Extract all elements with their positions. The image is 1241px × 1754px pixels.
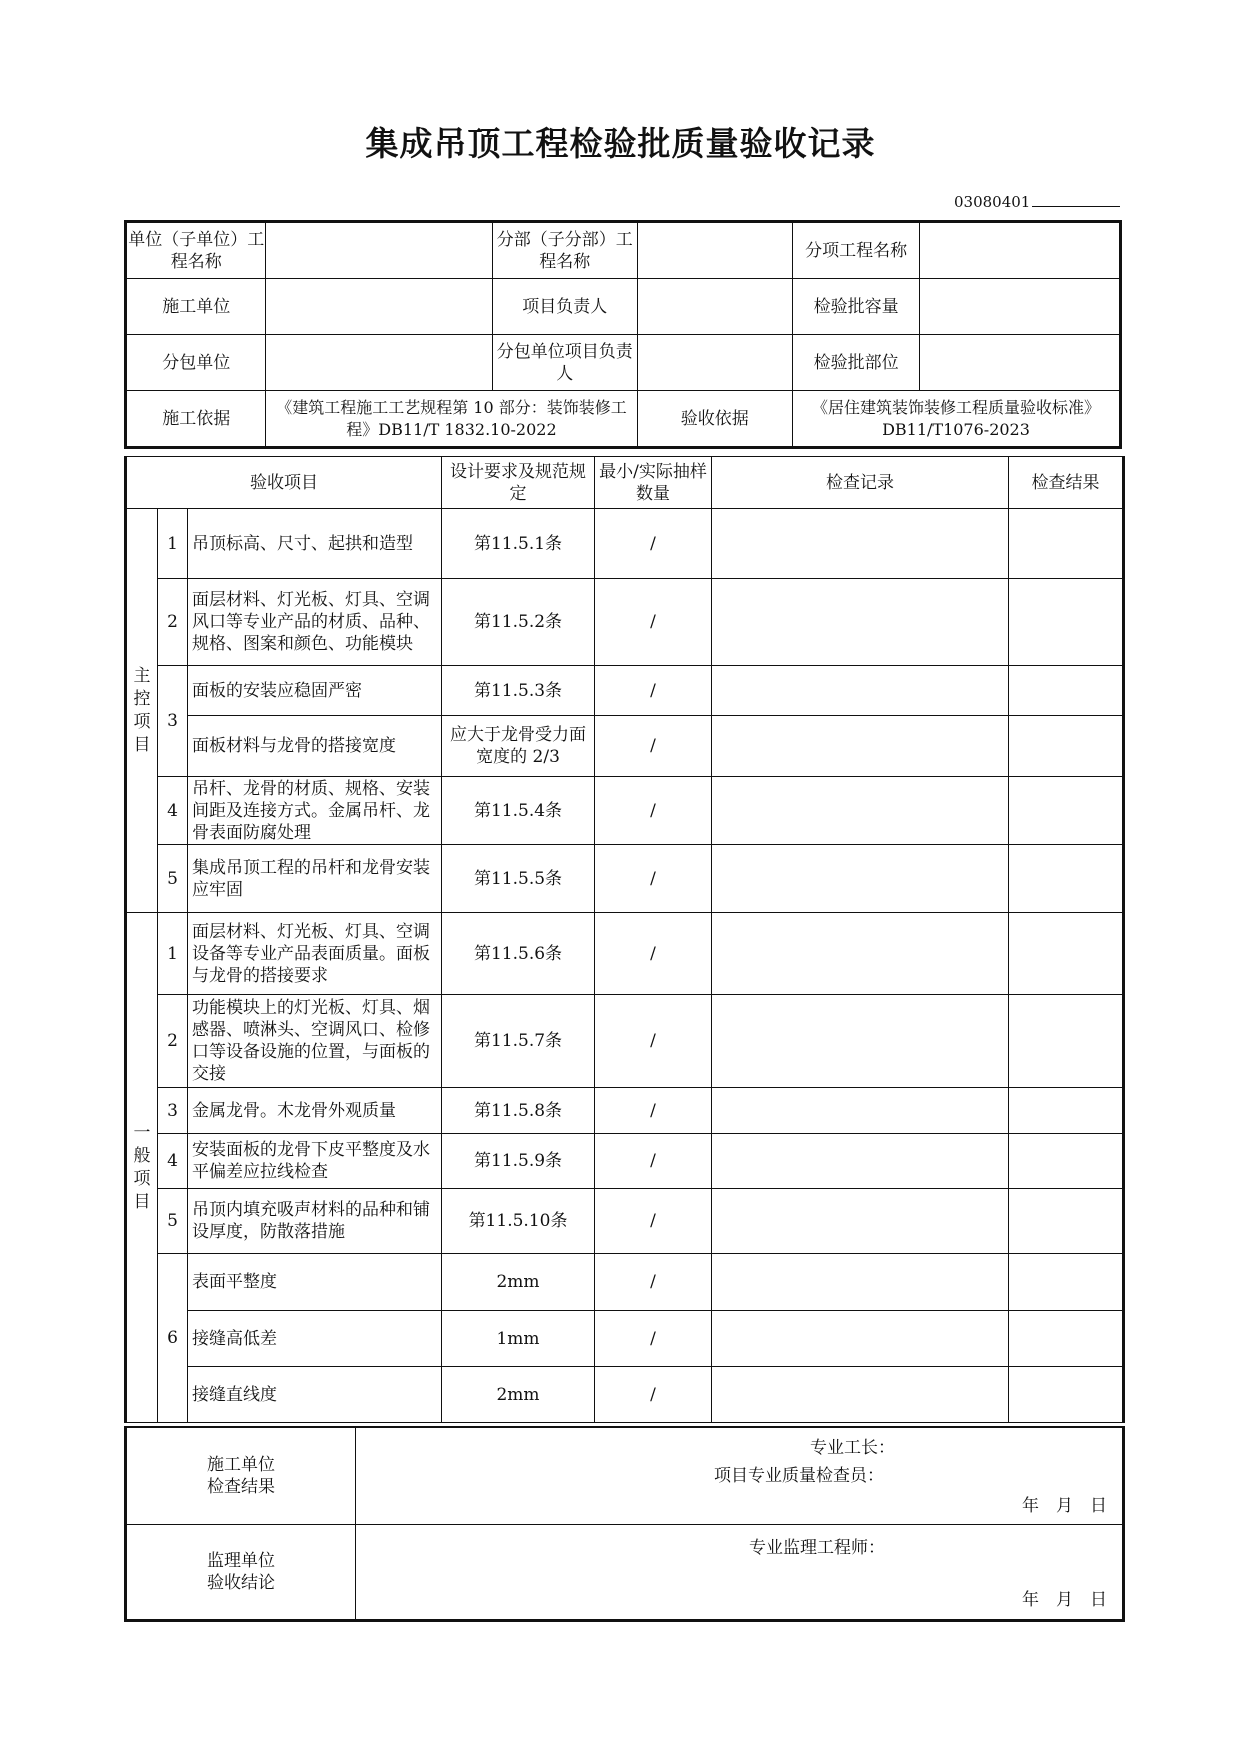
item-record[interactable]: [712, 716, 1009, 777]
item-sample: /: [595, 716, 712, 777]
builder-label: 施工单位: [126, 279, 266, 335]
column-header-row: [126, 457, 1124, 509]
item-desc: 接缝高低差: [188, 1311, 442, 1367]
capacity-label: 检验批容量: [792, 279, 919, 335]
item-design: 第11.5.4条: [442, 777, 595, 845]
item-desc: [188, 579, 442, 666]
supervisor-row: [126, 1524, 1124, 1620]
item-record[interactable]: [712, 509, 1009, 579]
table-row: [126, 1311, 1124, 1367]
item-result[interactable]: [1009, 1311, 1124, 1367]
item-no: 4: [158, 777, 188, 845]
pm-value[interactable]: [637, 279, 792, 335]
form-code: [954, 192, 1124, 211]
item-desc: 面板材料与龙骨的搭接宽度: [188, 716, 442, 777]
item-no: 5: [158, 1189, 188, 1254]
main-group-text: 主控项目: [133, 665, 151, 755]
inspection-table: [124, 456, 1125, 1423]
item-no: 2: [158, 579, 188, 666]
item-desc: 集成吊顶工程的吊杆和龙骨安装应牢固: [188, 845, 442, 913]
item-desc-text: 功能模块上的灯光板、灯具、烟感器、喷淋头、空调风口、检修口等设备设施的位置，与面板的交接: [192, 998, 430, 1084]
item-result[interactable]: [1009, 579, 1124, 666]
item-desc: [188, 995, 442, 1088]
subcon-pm-value[interactable]: [637, 335, 792, 391]
item-desc: 面层材料、灯光板、灯具、空调设备等专业产品表面质量。面板与龙骨的搭接要求: [188, 913, 442, 995]
sub-value[interactable]: [637, 222, 792, 279]
item-desc: 吊顶标高、尺寸、起拱和造型: [188, 509, 442, 579]
table-row: [126, 1367, 1124, 1423]
header-row-subcon: [126, 335, 1121, 391]
item-sample: /: [595, 1311, 712, 1367]
table-row: [126, 995, 1124, 1088]
general-group-text: 一般项目: [133, 1122, 151, 1212]
basis-label: 施工依据: [126, 391, 266, 448]
item-design: 第11.5.5条: [442, 845, 595, 913]
item-desc-text: 面层材料、灯光板、灯具、空调风口等专业产品的材质、品种、规格、图案和颜色、功能模块: [192, 590, 430, 654]
engineer-label: 专业监理工程师：: [749, 1537, 885, 1558]
date-label: 年 月 日: [1022, 1495, 1107, 1516]
item-label: 分项工程名称: [792, 222, 919, 279]
item-design: 第11.5.9条: [442, 1134, 595, 1189]
date-label: 年 月 日: [1022, 1589, 1107, 1610]
item-desc: 接缝直线度: [188, 1367, 442, 1423]
form-code-blank: [1032, 192, 1120, 207]
table-row: [126, 777, 1124, 845]
table-row: [126, 666, 1124, 716]
col-design: 设计要求及规范规定: [442, 457, 595, 509]
item-no: 6: [158, 1254, 188, 1423]
accept-value: 《居住建筑装饰装修工程质量验收标准》DB11/T1076-2023: [792, 391, 1120, 448]
item-result[interactable]: [1009, 1134, 1124, 1189]
item-design: 应大于龙骨受力面宽度的 2/3: [442, 716, 595, 777]
subcon-value[interactable]: [266, 335, 493, 391]
item-record[interactable]: [712, 1088, 1009, 1134]
item-record[interactable]: [712, 1189, 1009, 1254]
table-row: [126, 509, 1124, 579]
item-design: 第11.5.8条: [442, 1088, 595, 1134]
table-row: [126, 1189, 1124, 1254]
item-result[interactable]: [1009, 1189, 1124, 1254]
item-record[interactable]: [712, 777, 1009, 845]
item-design: 第11.5.3条: [442, 666, 595, 716]
item-result[interactable]: [1009, 509, 1124, 579]
item-design: 第11.5.2条: [442, 579, 595, 666]
item-record[interactable]: [712, 913, 1009, 995]
builder-value[interactable]: [266, 279, 493, 335]
table-row: [126, 1134, 1124, 1189]
item-desc-text: 吊杆、龙骨的材质、规格、安装间距及连接方式。金属吊杆、龙骨表面防腐处理: [192, 778, 430, 843]
item-design: 第11.5.1条: [442, 509, 595, 579]
item-result[interactable]: [1009, 716, 1124, 777]
item-sample: /: [595, 1189, 712, 1254]
unit-label: 单位（子单位）工程名称: [126, 222, 266, 279]
subcon-pm-label: 分包单位项目负责人: [493, 335, 637, 391]
item-design: 第11.5.6条: [442, 913, 595, 995]
foreman-label: 专业工长：: [810, 1437, 895, 1458]
item-result[interactable]: [1009, 995, 1124, 1088]
unit-value[interactable]: [266, 222, 493, 279]
qc-label: 项目专业质量检查员：: [714, 1465, 884, 1486]
item-record[interactable]: [712, 845, 1009, 913]
supervisor-label: [126, 1524, 356, 1620]
header-row-unit: [126, 222, 1121, 279]
item-no: 5: [158, 845, 188, 913]
item-no: 3: [158, 1088, 188, 1134]
item-record[interactable]: [712, 1254, 1009, 1311]
item-result[interactable]: [1009, 666, 1124, 716]
item-no: 4: [158, 1134, 188, 1189]
part-label: 检验批部位: [792, 335, 919, 391]
builder-result-text: 施工单位检查结果: [207, 1454, 275, 1497]
basis-value: 《建筑工程施工工艺规程第 10 部分：装饰装修工程》DB11/T 1832.10-2022: [266, 391, 637, 448]
item-result[interactable]: [1009, 1367, 1124, 1423]
accept-label: 验收依据: [637, 391, 792, 448]
item-desc: 吊顶内填充吸声材料的品种和铺设厚度，防散落措施: [188, 1189, 442, 1254]
item-sample: /: [595, 1088, 712, 1134]
item-record[interactable]: [712, 1134, 1009, 1189]
item-sample: /: [595, 509, 712, 579]
table-row: [126, 1254, 1124, 1311]
header-row-basis: [126, 391, 1121, 448]
supervisor-text: 监理单位验收结论: [207, 1550, 275, 1593]
builder-result-label: [126, 1427, 356, 1524]
item-desc: 面板的安装应稳固严密: [188, 666, 442, 716]
sub-label: 分部（子分部）工程名称: [493, 222, 637, 279]
form-code-value: 03080401: [954, 193, 1031, 211]
col-sample: 最小/实际抽样数量: [595, 457, 712, 509]
general-group-label: [126, 913, 158, 1423]
item-result[interactable]: [1009, 1254, 1124, 1311]
col-item: 验收项目: [126, 457, 442, 509]
item-result[interactable]: [1009, 845, 1124, 913]
table-row: [126, 845, 1124, 913]
item-design: 第11.5.7条: [442, 995, 595, 1088]
item-sample: /: [595, 666, 712, 716]
item-result[interactable]: [1009, 913, 1124, 995]
item-record[interactable]: [712, 666, 1009, 716]
item-value[interactable]: [920, 222, 1121, 279]
table-row: [126, 913, 1124, 995]
item-record[interactable]: [712, 995, 1009, 1088]
item-no: 2: [158, 995, 188, 1088]
item-design: 第11.5.10条: [442, 1189, 595, 1254]
table-row: [126, 1088, 1124, 1134]
pm-label: 项目负责人: [493, 279, 637, 335]
item-desc: 安装面板的龙骨下皮平整度及水平偏差应拉线检查: [188, 1134, 442, 1189]
header-row-builder: [126, 279, 1121, 335]
item-no: 1: [158, 509, 188, 579]
builder-result-area[interactable]: [356, 1427, 1124, 1524]
item-record[interactable]: [712, 1367, 1009, 1423]
capacity-value[interactable]: [920, 279, 1121, 335]
col-record: 检查记录: [712, 457, 1009, 509]
item-sample: /: [595, 995, 712, 1088]
table-row: [126, 716, 1124, 777]
supervisor-area[interactable]: [356, 1524, 1124, 1620]
item-sample: /: [595, 1367, 712, 1423]
item-sample: /: [595, 777, 712, 845]
item-design: 2mm: [442, 1254, 595, 1311]
main-group-label: [126, 509, 158, 913]
item-sample: /: [595, 845, 712, 913]
item-no: 3: [158, 666, 188, 777]
item-no: 1: [158, 913, 188, 995]
item-record[interactable]: [712, 1311, 1009, 1367]
header-table: [124, 220, 1122, 449]
item-sample: /: [595, 1134, 712, 1189]
item-design: 1mm: [442, 1311, 595, 1367]
item-desc: [188, 777, 442, 845]
page-title: 集成吊顶工程检验批质量验收记录: [365, 124, 876, 163]
item-sample: /: [595, 579, 712, 666]
item-desc: 表面平整度: [188, 1254, 442, 1311]
item-result[interactable]: [1009, 1088, 1124, 1134]
col-result: 检查结果: [1009, 457, 1124, 509]
part-value[interactable]: [920, 335, 1121, 391]
item-desc: 金属龙骨。木龙骨外观质量: [188, 1088, 442, 1134]
item-sample: /: [595, 913, 712, 995]
table-row: [126, 579, 1124, 666]
item-sample: /: [595, 1254, 712, 1311]
item-design: 2mm: [442, 1367, 595, 1423]
builder-result-row: [126, 1427, 1124, 1524]
item-result[interactable]: [1009, 777, 1124, 845]
subcon-label: 分包单位: [126, 335, 266, 391]
item-record[interactable]: [712, 579, 1009, 666]
signature-table: [124, 1426, 1125, 1622]
